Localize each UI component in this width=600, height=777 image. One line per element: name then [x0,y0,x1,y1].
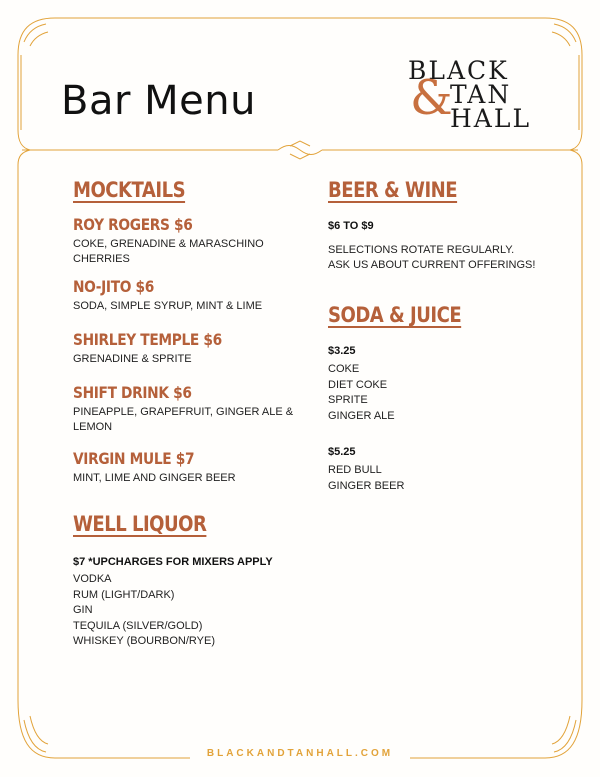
list-item: SPRITE [328,394,368,406]
logo-line-2: TAN [450,80,512,109]
soda-list-tier-2 [328,463,548,494]
mocktail-description: SODA, SIMPLE SYRUP, MINT & LIME [73,300,263,312]
list-item: RED BULL [328,464,382,476]
logo-line-3: HALL [450,104,532,133]
mocktail-description: GRENADINE & SPRITE [73,353,192,365]
mocktail-description: COKE, GRENADINE & MARASCHINO CHERRIES [73,238,264,265]
well-liquor-list [73,572,303,650]
logo-ampersand: & [410,70,453,126]
logo-line-1: BLACK [408,56,509,85]
beer-wine-price: $6 TO $9 [328,220,374,232]
mocktail-name: NO-JITO $6 [73,277,155,296]
mocktail-name: SHIFT DRINK $6 [73,383,192,402]
mocktails-heading: MOCKTAILS [73,178,186,202]
list-item: GINGER BEER [328,479,405,492]
soda-price-tier-1: $3.25 [328,345,356,357]
list-item: GINGER ALE [328,409,395,422]
website-footer: BLACKANDTANHALL.COM [206,748,394,759]
soda-juice-heading: SODA & JUICE [328,303,462,327]
beer-wine-description: SELECTIONS ROTATE REGULARLY. ASK US ABOUT CURRENT OFFERINGS! [328,244,536,271]
left-column [73,178,303,650]
well-liquor-heading: WELL LIQUOR [73,512,207,536]
right-column [328,178,548,494]
mocktail-description: MINT, LIME AND GINGER BEER [73,472,236,484]
beer-wine-heading: BEER & WINE [328,178,458,202]
list-item: RUM (LIGHT/DARK) [73,588,175,601]
list-item: DIET COKE [328,378,388,391]
mocktail-description: PINEAPPLE, GRAPEFRUIT, GINGER ALE & LEMON [73,406,294,433]
list-item: GIN [73,604,93,616]
mocktail-name: ROY ROGERS $6 [73,215,193,234]
page-title: Bar Menu [61,78,256,124]
soda-price-tier-2: $5.25 [328,446,356,458]
mocktail-name: VIRGIN MULE $7 [73,449,195,468]
list-item: COKE [328,363,360,375]
well-liquor-price: $7 *UPCHARGES FOR MIXERS APPLY [73,556,273,568]
list-item: WHISKEY (BOURBON/RYE) [73,635,216,647]
soda-list-tier-1 [328,362,548,424]
list-item: TEQUILA (SILVER/GOLD) [73,619,203,632]
list-item: VODKA [73,573,112,585]
brand-logo [400,54,540,134]
mocktail-name: SHIRLEY TEMPLE $6 [73,330,222,349]
